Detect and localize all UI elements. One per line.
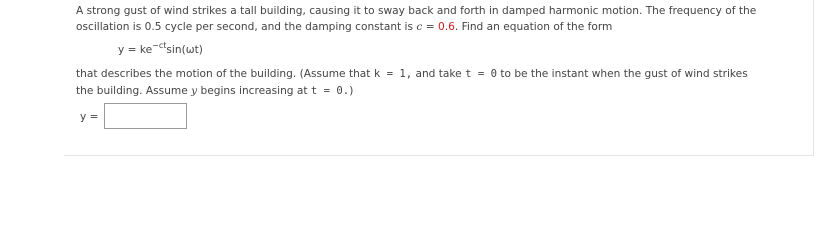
formula: [118, 41, 203, 57]
problem-text: to be the instant when the gust of wind strikes: [496, 68, 748, 80]
problem-text: that describes the motion of the building. (Assume that: [76, 68, 374, 80]
problem-text-line-4: [76, 85, 353, 98]
answer-input[interactable]: [104, 103, 187, 129]
problem-text: A strong gust of wind strikes a tall building, causing it to sway back and forth in damped harmonic motion. The frequency of the: [76, 5, 757, 17]
question-panel: [64, 0, 814, 156]
problem-text: begins increasing at: [197, 85, 311, 97]
damping-constant-value: 0.6: [437, 21, 455, 33]
t-expression: t = 0: [465, 68, 497, 80]
equals-sign: =: [422, 21, 438, 33]
answer-label-text: y =: [80, 111, 99, 123]
answer-label: [80, 111, 99, 124]
problem-text: and take: [412, 68, 466, 80]
problem-text-line-3: [76, 68, 748, 81]
k-expression: k = 1,: [373, 68, 413, 80]
damping-constant-symbol: c: [416, 21, 423, 33]
formula-rhs: sin(ωt): [166, 44, 203, 56]
t0-expression: t = 0.: [310, 85, 350, 97]
problem-text-line-1: [76, 5, 756, 18]
formula-exponent: −ct: [152, 41, 167, 50]
problem-text: the building. Assume: [76, 85, 192, 97]
formula-lhs: y = ke: [118, 44, 153, 56]
problem-text-line-2: [76, 21, 612, 34]
problem-text: . Find an equation of the form: [454, 21, 613, 33]
y-variable: y: [191, 85, 198, 97]
problem-text: ): [349, 85, 354, 97]
problem-text: oscillation is 0.5 cycle per second, and the damping constant is: [76, 21, 417, 33]
